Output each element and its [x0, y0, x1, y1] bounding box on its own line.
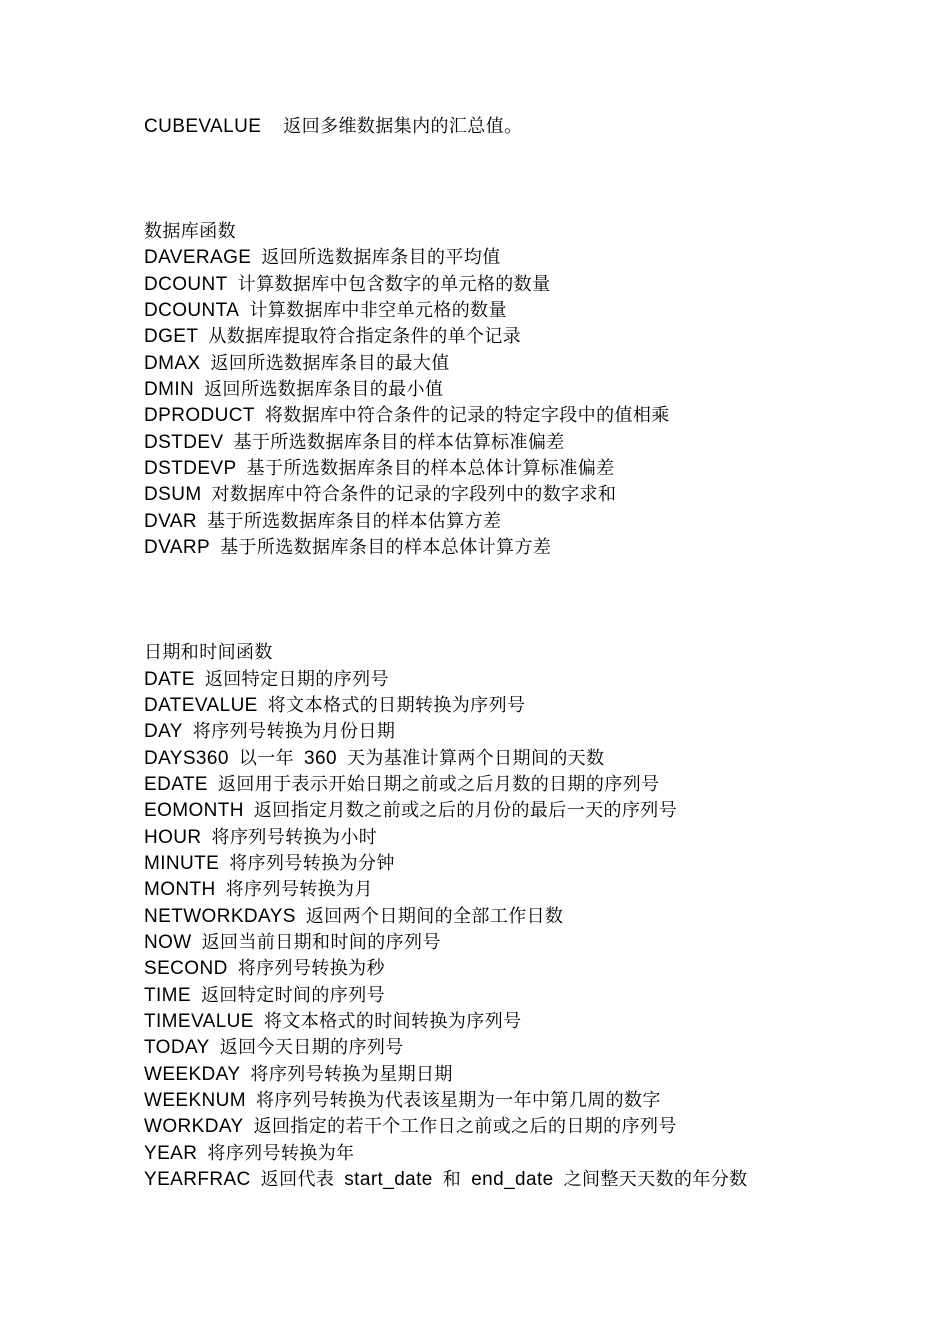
function-name: DVARP [144, 537, 211, 558]
function-name: NETWORKDAYS [144, 906, 296, 927]
function-name: MINUTE [144, 853, 220, 874]
function-description: 将文本格式的日期转换为序列号 [267, 695, 526, 716]
function-description: 返回特定时间的序列号 [201, 985, 385, 1006]
function-description: 将文本格式的时间转换为序列号 [263, 1011, 522, 1032]
section-heading-database: 数据库函数 [144, 221, 236, 242]
entry-dvarp [144, 535, 551, 561]
function-name: NOW [144, 932, 192, 953]
function-name: WEEKNUM [144, 1090, 247, 1111]
entry-dvar [144, 509, 501, 535]
function-description: 将序列号转换为年 [207, 1143, 355, 1164]
function-description: 从数据库提取符合指定条件的单个记录 [208, 326, 522, 347]
function-name: DMIN [144, 379, 195, 400]
function-description: 计算数据库中包含数字的单元格的数量 [237, 274, 551, 295]
function-name: EDATE [144, 774, 208, 795]
entry-weekday [144, 1062, 453, 1088]
function-name: YEAR [144, 1143, 198, 1164]
argument-start-date: start_date [344, 1169, 433, 1190]
function-name: MONTH [144, 879, 216, 900]
function-description-part: 以一年 [238, 748, 295, 769]
function-name: DCOUNTA [144, 300, 240, 321]
entry-timevalue [144, 1009, 522, 1035]
entry-dmin [144, 377, 443, 403]
entry-dproduct [144, 403, 670, 429]
entry-day [144, 719, 395, 745]
function-description: 基于所选数据库条目的样本总体计算标准偏差 [246, 458, 615, 479]
entry-month [144, 877, 373, 903]
function-description: 将序列号转换为代表该星期为一年中第几周的数字 [256, 1090, 661, 1111]
section-heading-datetime: 日期和时间函数 [144, 642, 273, 663]
function-description: 将序列号转换为月 [225, 879, 373, 900]
entry-time [144, 983, 385, 1009]
function-name: DSTDEVP [144, 458, 237, 479]
function-description: 将序列号转换为小时 [211, 827, 378, 848]
function-name: EOMONTH [144, 800, 244, 821]
function-description-part: 和 [442, 1169, 462, 1190]
entry-dcounta [144, 298, 507, 324]
function-name: CUBEVALUE [144, 116, 262, 137]
function-description-part: 天为基准计算两个日期间的天数 [346, 748, 605, 769]
function-name: DSUM [144, 484, 202, 505]
function-name: DPRODUCT [144, 405, 255, 426]
function-description: 返回两个日期间的全部工作日数 [305, 906, 564, 927]
entry-dstdevp [144, 456, 615, 482]
entry-hour [144, 825, 377, 851]
entry-edate [144, 772, 660, 798]
function-name: DCOUNT [144, 274, 228, 295]
function-description: 返回用于表示开始日期之前或之后月数的日期的序列号 [217, 774, 660, 795]
function-description: 返回今天日期的序列号 [219, 1037, 404, 1058]
function-name: WEEKDAY [144, 1064, 241, 1085]
function-description: 返回所选数据库条目的最小值 [204, 379, 444, 400]
entry-yearfrac [144, 1167, 748, 1193]
function-name: DATEVALUE [144, 695, 258, 716]
entry-dget [144, 324, 521, 350]
entry-days360 [144, 746, 605, 772]
function-name: TIME [144, 985, 191, 1006]
function-description: 返回指定月数之前或之后的月份的最后一天的序列号 [253, 800, 678, 821]
entry-dstdev [144, 430, 565, 456]
function-name: DSTDEV [144, 432, 224, 453]
argument-end-date: end_date [471, 1169, 554, 1190]
entry-dmax [144, 351, 450, 377]
function-description: 返回所选数据库条目的最大值 [210, 353, 450, 374]
function-name: DGET [144, 326, 199, 347]
entry-minute [144, 851, 395, 877]
function-description: 基于所选数据库条目的样本总体计算方差 [220, 537, 552, 558]
function-description: 将序列号转换为秒 [237, 958, 385, 979]
entry-dcount [144, 272, 550, 298]
entry-cubevalue [144, 114, 523, 140]
function-name: WORKDAY [144, 1116, 244, 1137]
entry-year [144, 1141, 355, 1167]
function-name: TODAY [144, 1037, 210, 1058]
entry-second [144, 956, 385, 982]
function-description: 将序列号转换为星期日期 [250, 1064, 453, 1085]
function-name: SECOND [144, 958, 228, 979]
function-description: 返回多维数据集内的汇总值。 [283, 116, 523, 137]
function-description: 对数据库中符合条件的记录的字段列中的数字求和 [211, 484, 617, 505]
entry-dsum [144, 482, 616, 508]
function-description: 计算数据库中非空单元格的数量 [249, 300, 507, 321]
function-description: 基于所选数据库条目的样本估算方差 [206, 511, 502, 532]
function-description-part: 返回代表 [260, 1169, 335, 1190]
entry-now [144, 930, 441, 956]
entry-networkdays [144, 904, 563, 930]
function-description: 返回当前日期和时间的序列号 [201, 932, 441, 953]
function-name: YEARFRAC [144, 1169, 251, 1190]
entry-workday [144, 1114, 677, 1140]
function-name: TIMEVALUE [144, 1011, 254, 1032]
entry-daverage [144, 245, 501, 271]
function-description: 将序列号转换为分钟 [229, 853, 395, 874]
entry-datevalue [144, 693, 525, 719]
function-description-part: 之间整天天数的年分数 [563, 1169, 748, 1190]
function-description: 返回所选数据库条目的平均值 [261, 247, 501, 268]
function-name: HOUR [144, 827, 202, 848]
function-name: DATE [144, 669, 195, 690]
function-description: 返回特定日期的序列号 [204, 669, 389, 690]
entry-eomonth [144, 798, 677, 824]
entry-today [144, 1035, 404, 1061]
function-description: 将序列号转换为月份日期 [192, 721, 396, 742]
function-name: DMAX [144, 353, 201, 374]
function-description: 基于所选数据库条目的样本估算标准偏差 [233, 432, 565, 453]
function-description: 返回指定的若干个工作日之前或之后的日期的序列号 [253, 1116, 677, 1137]
function-name: DVAR [144, 511, 197, 532]
number-value: 360 [304, 748, 337, 769]
function-description: 将数据库中符合条件的记录的特定字段中的值相乘 [264, 405, 670, 426]
function-name: DAY [144, 721, 183, 742]
entry-weeknum [144, 1088, 661, 1114]
function-name: DAVERAGE [144, 247, 252, 268]
entry-date [144, 667, 389, 693]
function-name: DAYS360 [144, 748, 229, 769]
